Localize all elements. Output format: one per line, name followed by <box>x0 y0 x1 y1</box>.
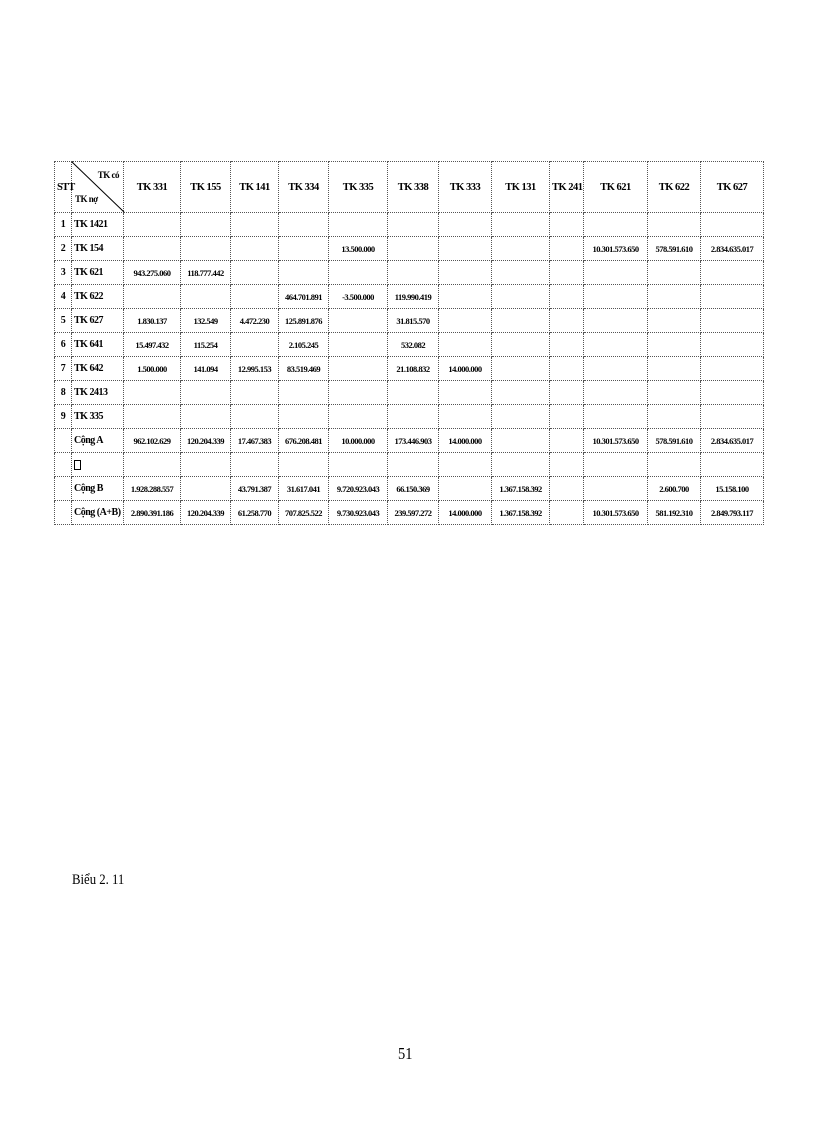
value-cell <box>388 405 439 429</box>
value-cell <box>492 453 550 477</box>
account-cell: Cộng A <box>72 429 124 453</box>
value-cell <box>492 333 550 357</box>
value-cell <box>124 453 181 477</box>
value-cell: 707.825.522 <box>279 501 329 525</box>
value-cell <box>492 261 550 285</box>
row-number-cell <box>55 477 72 501</box>
value-cell <box>584 333 648 357</box>
value-cell <box>550 333 584 357</box>
value-cell: 120.204.339 <box>181 429 231 453</box>
placeholder-box-icon <box>74 460 81 470</box>
value-cell <box>584 477 648 501</box>
value-cell <box>584 261 648 285</box>
value-cell <box>279 213 329 237</box>
value-cell <box>181 405 231 429</box>
value-cell <box>388 381 439 405</box>
account-cell: TK 621 <box>72 261 124 285</box>
value-cell: 66.150.369 <box>388 477 439 501</box>
value-cell: 31.815.570 <box>388 309 439 333</box>
value-cell <box>279 237 329 261</box>
value-cell <box>439 333 492 357</box>
value-cell <box>439 261 492 285</box>
value-cell <box>701 453 764 477</box>
value-cell: 676.208.481 <box>279 429 329 453</box>
table-row <box>55 285 764 309</box>
value-cell <box>279 405 329 429</box>
value-cell <box>329 261 388 285</box>
row-number-cell: 6 <box>55 333 72 357</box>
value-cell <box>388 237 439 261</box>
column-header: TK 621 <box>584 162 648 213</box>
value-cell <box>584 357 648 381</box>
value-cell: 14.000.000 <box>439 357 492 381</box>
value-cell <box>181 285 231 309</box>
value-cell <box>329 453 388 477</box>
value-cell <box>439 237 492 261</box>
value-cell: 125.891.876 <box>279 309 329 333</box>
value-cell: 464.701.891 <box>279 285 329 309</box>
value-cell <box>124 237 181 261</box>
value-cell: 21.108.832 <box>388 357 439 381</box>
value-cell: 31.617.041 <box>279 477 329 501</box>
value-cell <box>584 309 648 333</box>
value-cell <box>701 405 764 429</box>
value-cell <box>701 213 764 237</box>
account-cell: TK 1421 <box>72 213 124 237</box>
value-cell <box>550 453 584 477</box>
value-cell: 9.730.923.043 <box>329 501 388 525</box>
account-cell: TK 154 <box>72 237 124 261</box>
value-cell <box>550 261 584 285</box>
value-cell: 581.192.310 <box>648 501 701 525</box>
table-row <box>55 309 764 333</box>
value-cell: 578.591.610 <box>648 237 701 261</box>
value-cell <box>124 285 181 309</box>
value-cell <box>439 405 492 429</box>
value-cell <box>550 477 584 501</box>
value-cell <box>181 213 231 237</box>
value-cell <box>439 477 492 501</box>
value-cell: 14.000.000 <box>439 429 492 453</box>
value-cell <box>701 309 764 333</box>
value-cell <box>550 213 584 237</box>
value-cell <box>648 381 701 405</box>
value-cell <box>550 357 584 381</box>
value-cell <box>584 381 648 405</box>
value-cell: 1.500.000 <box>124 357 181 381</box>
value-cell <box>439 381 492 405</box>
corner-header-cell <box>72 162 124 213</box>
value-cell <box>648 453 701 477</box>
column-header: TK 338 <box>388 162 439 213</box>
ledger-table <box>54 161 764 525</box>
value-cell <box>231 285 279 309</box>
value-cell: 17.467.383 <box>231 429 279 453</box>
value-cell <box>550 405 584 429</box>
value-cell <box>439 285 492 309</box>
value-cell <box>279 381 329 405</box>
value-cell: 4.472.230 <box>231 309 279 333</box>
value-cell <box>181 453 231 477</box>
value-cell <box>231 381 279 405</box>
value-cell: -3.500.000 <box>329 285 388 309</box>
row-number-cell <box>55 453 72 477</box>
value-cell <box>648 213 701 237</box>
value-cell <box>492 429 550 453</box>
value-cell: 15.158.100 <box>701 477 764 501</box>
value-cell: 9.720.923.043 <box>329 477 388 501</box>
value-cell: 2.849.793.117 <box>701 501 764 525</box>
account-cell: Cộng B <box>72 477 124 501</box>
value-cell <box>550 381 584 405</box>
value-cell <box>329 309 388 333</box>
row-number-cell: 9 <box>55 405 72 429</box>
column-header: TK 155 <box>181 162 231 213</box>
row-number-cell: 2 <box>55 237 72 261</box>
table-row <box>55 381 764 405</box>
value-cell <box>124 405 181 429</box>
debit-account-label: TK nợ <box>75 194 98 204</box>
value-cell: 532.082 <box>388 333 439 357</box>
value-cell <box>550 285 584 309</box>
value-cell: 2.834.635.017 <box>701 237 764 261</box>
value-cell: 1.830.137 <box>124 309 181 333</box>
value-cell <box>181 381 231 405</box>
value-cell <box>492 285 550 309</box>
value-cell <box>231 453 279 477</box>
value-cell: 1.367.158.392 <box>492 501 550 525</box>
value-cell <box>388 261 439 285</box>
value-cell <box>648 261 701 285</box>
value-cell <box>701 261 764 285</box>
value-cell <box>648 357 701 381</box>
value-cell <box>231 237 279 261</box>
table-row <box>55 477 764 501</box>
table-row <box>55 333 764 357</box>
table-row <box>55 261 764 285</box>
value-cell <box>231 261 279 285</box>
value-cell: 115.254 <box>181 333 231 357</box>
account-cell: TK 335 <box>72 405 124 429</box>
value-cell: 578.591.610 <box>648 429 701 453</box>
value-cell: 10.301.573.650 <box>584 237 648 261</box>
account-cell: TK 627 <box>72 309 124 333</box>
column-header: TK 131 <box>492 162 550 213</box>
value-cell <box>648 405 701 429</box>
value-cell <box>181 237 231 261</box>
value-cell <box>231 213 279 237</box>
value-cell: 10.301.573.650 <box>584 501 648 525</box>
value-cell <box>492 237 550 261</box>
account-cell: TK 622 <box>72 285 124 309</box>
value-cell <box>124 381 181 405</box>
value-cell: 2.890.391.186 <box>124 501 181 525</box>
row-number-cell: 8 <box>55 381 72 405</box>
value-cell: 13.500.000 <box>329 237 388 261</box>
value-cell <box>550 501 584 525</box>
value-cell <box>279 261 329 285</box>
value-cell <box>439 309 492 333</box>
column-header: TK 622 <box>648 162 701 213</box>
column-header: TK 241 <box>550 162 584 213</box>
value-cell <box>329 333 388 357</box>
account-cell: TK 641 <box>72 333 124 357</box>
value-cell: 118.777.442 <box>181 261 231 285</box>
value-cell: 43.791.387 <box>231 477 279 501</box>
table-row <box>55 453 764 477</box>
row-number-cell: 4 <box>55 285 72 309</box>
value-cell <box>550 309 584 333</box>
account-cell: TK 642 <box>72 357 124 381</box>
value-cell <box>388 453 439 477</box>
value-cell <box>701 285 764 309</box>
value-cell <box>439 213 492 237</box>
table-row <box>55 357 764 381</box>
value-cell: 2.105.245 <box>279 333 329 357</box>
credit-account-label: TK có <box>97 170 119 180</box>
value-cell <box>584 453 648 477</box>
column-header: TK 335 <box>329 162 388 213</box>
value-cell: 61.258.770 <box>231 501 279 525</box>
value-cell <box>492 357 550 381</box>
table-row <box>55 501 764 525</box>
value-cell <box>329 213 388 237</box>
stt-header: STT <box>55 162 72 213</box>
column-header: TK 334 <box>279 162 329 213</box>
value-cell <box>550 237 584 261</box>
figure-caption: Biểu 2. 11 <box>72 872 125 888</box>
column-header: TK 627 <box>701 162 764 213</box>
value-cell: 962.102.629 <box>124 429 181 453</box>
row-number-cell <box>55 429 72 453</box>
value-cell <box>492 309 550 333</box>
value-cell: 239.597.272 <box>388 501 439 525</box>
value-cell <box>584 285 648 309</box>
account-cell: Cộng (A+B) <box>72 501 124 525</box>
table-row <box>55 213 764 237</box>
value-cell: 83.519.469 <box>279 357 329 381</box>
row-number-cell: 5 <box>55 309 72 333</box>
value-cell <box>648 333 701 357</box>
value-cell: 1.367.158.392 <box>492 477 550 501</box>
column-header: TK 141 <box>231 162 279 213</box>
value-cell: 10.000.000 <box>329 429 388 453</box>
value-cell <box>648 309 701 333</box>
value-cell: 943.275.060 <box>124 261 181 285</box>
value-cell: 15.497.432 <box>124 333 181 357</box>
row-number-cell: 7 <box>55 357 72 381</box>
account-cell <box>72 453 124 477</box>
value-cell: 2.834.635.017 <box>701 429 764 453</box>
header-row <box>55 162 764 213</box>
column-header: TK 333 <box>439 162 492 213</box>
value-cell <box>701 333 764 357</box>
value-cell <box>329 357 388 381</box>
value-cell <box>584 405 648 429</box>
value-cell: 1.928.288.557 <box>124 477 181 501</box>
value-cell <box>492 213 550 237</box>
value-cell: 2.600.700 <box>648 477 701 501</box>
table-row <box>55 237 764 261</box>
page-number: 51 <box>398 1044 413 1063</box>
value-cell <box>701 357 764 381</box>
value-cell: 10.301.573.650 <box>584 429 648 453</box>
account-cell: TK 2413 <box>72 381 124 405</box>
value-cell <box>124 213 181 237</box>
value-cell: 173.446.903 <box>388 429 439 453</box>
value-cell: 119.990.419 <box>388 285 439 309</box>
value-cell <box>231 333 279 357</box>
value-cell <box>492 405 550 429</box>
value-cell <box>329 381 388 405</box>
value-cell: 120.204.339 <box>181 501 231 525</box>
value-cell <box>388 213 439 237</box>
value-cell <box>231 405 279 429</box>
column-header: TK 331 <box>124 162 181 213</box>
value-cell <box>439 453 492 477</box>
value-cell <box>648 285 701 309</box>
value-cell <box>492 381 550 405</box>
value-cell: 12.995.153 <box>231 357 279 381</box>
value-cell <box>181 477 231 501</box>
value-cell <box>584 213 648 237</box>
value-cell <box>329 405 388 429</box>
value-cell <box>550 429 584 453</box>
table-row <box>55 429 764 453</box>
value-cell: 132.549 <box>181 309 231 333</box>
value-cell: 141.094 <box>181 357 231 381</box>
value-cell: 14.000.000 <box>439 501 492 525</box>
row-number-cell: 1 <box>55 213 72 237</box>
row-number-cell: 3 <box>55 261 72 285</box>
row-number-cell <box>55 501 72 525</box>
value-cell <box>701 381 764 405</box>
value-cell <box>279 453 329 477</box>
table-row <box>55 405 764 429</box>
